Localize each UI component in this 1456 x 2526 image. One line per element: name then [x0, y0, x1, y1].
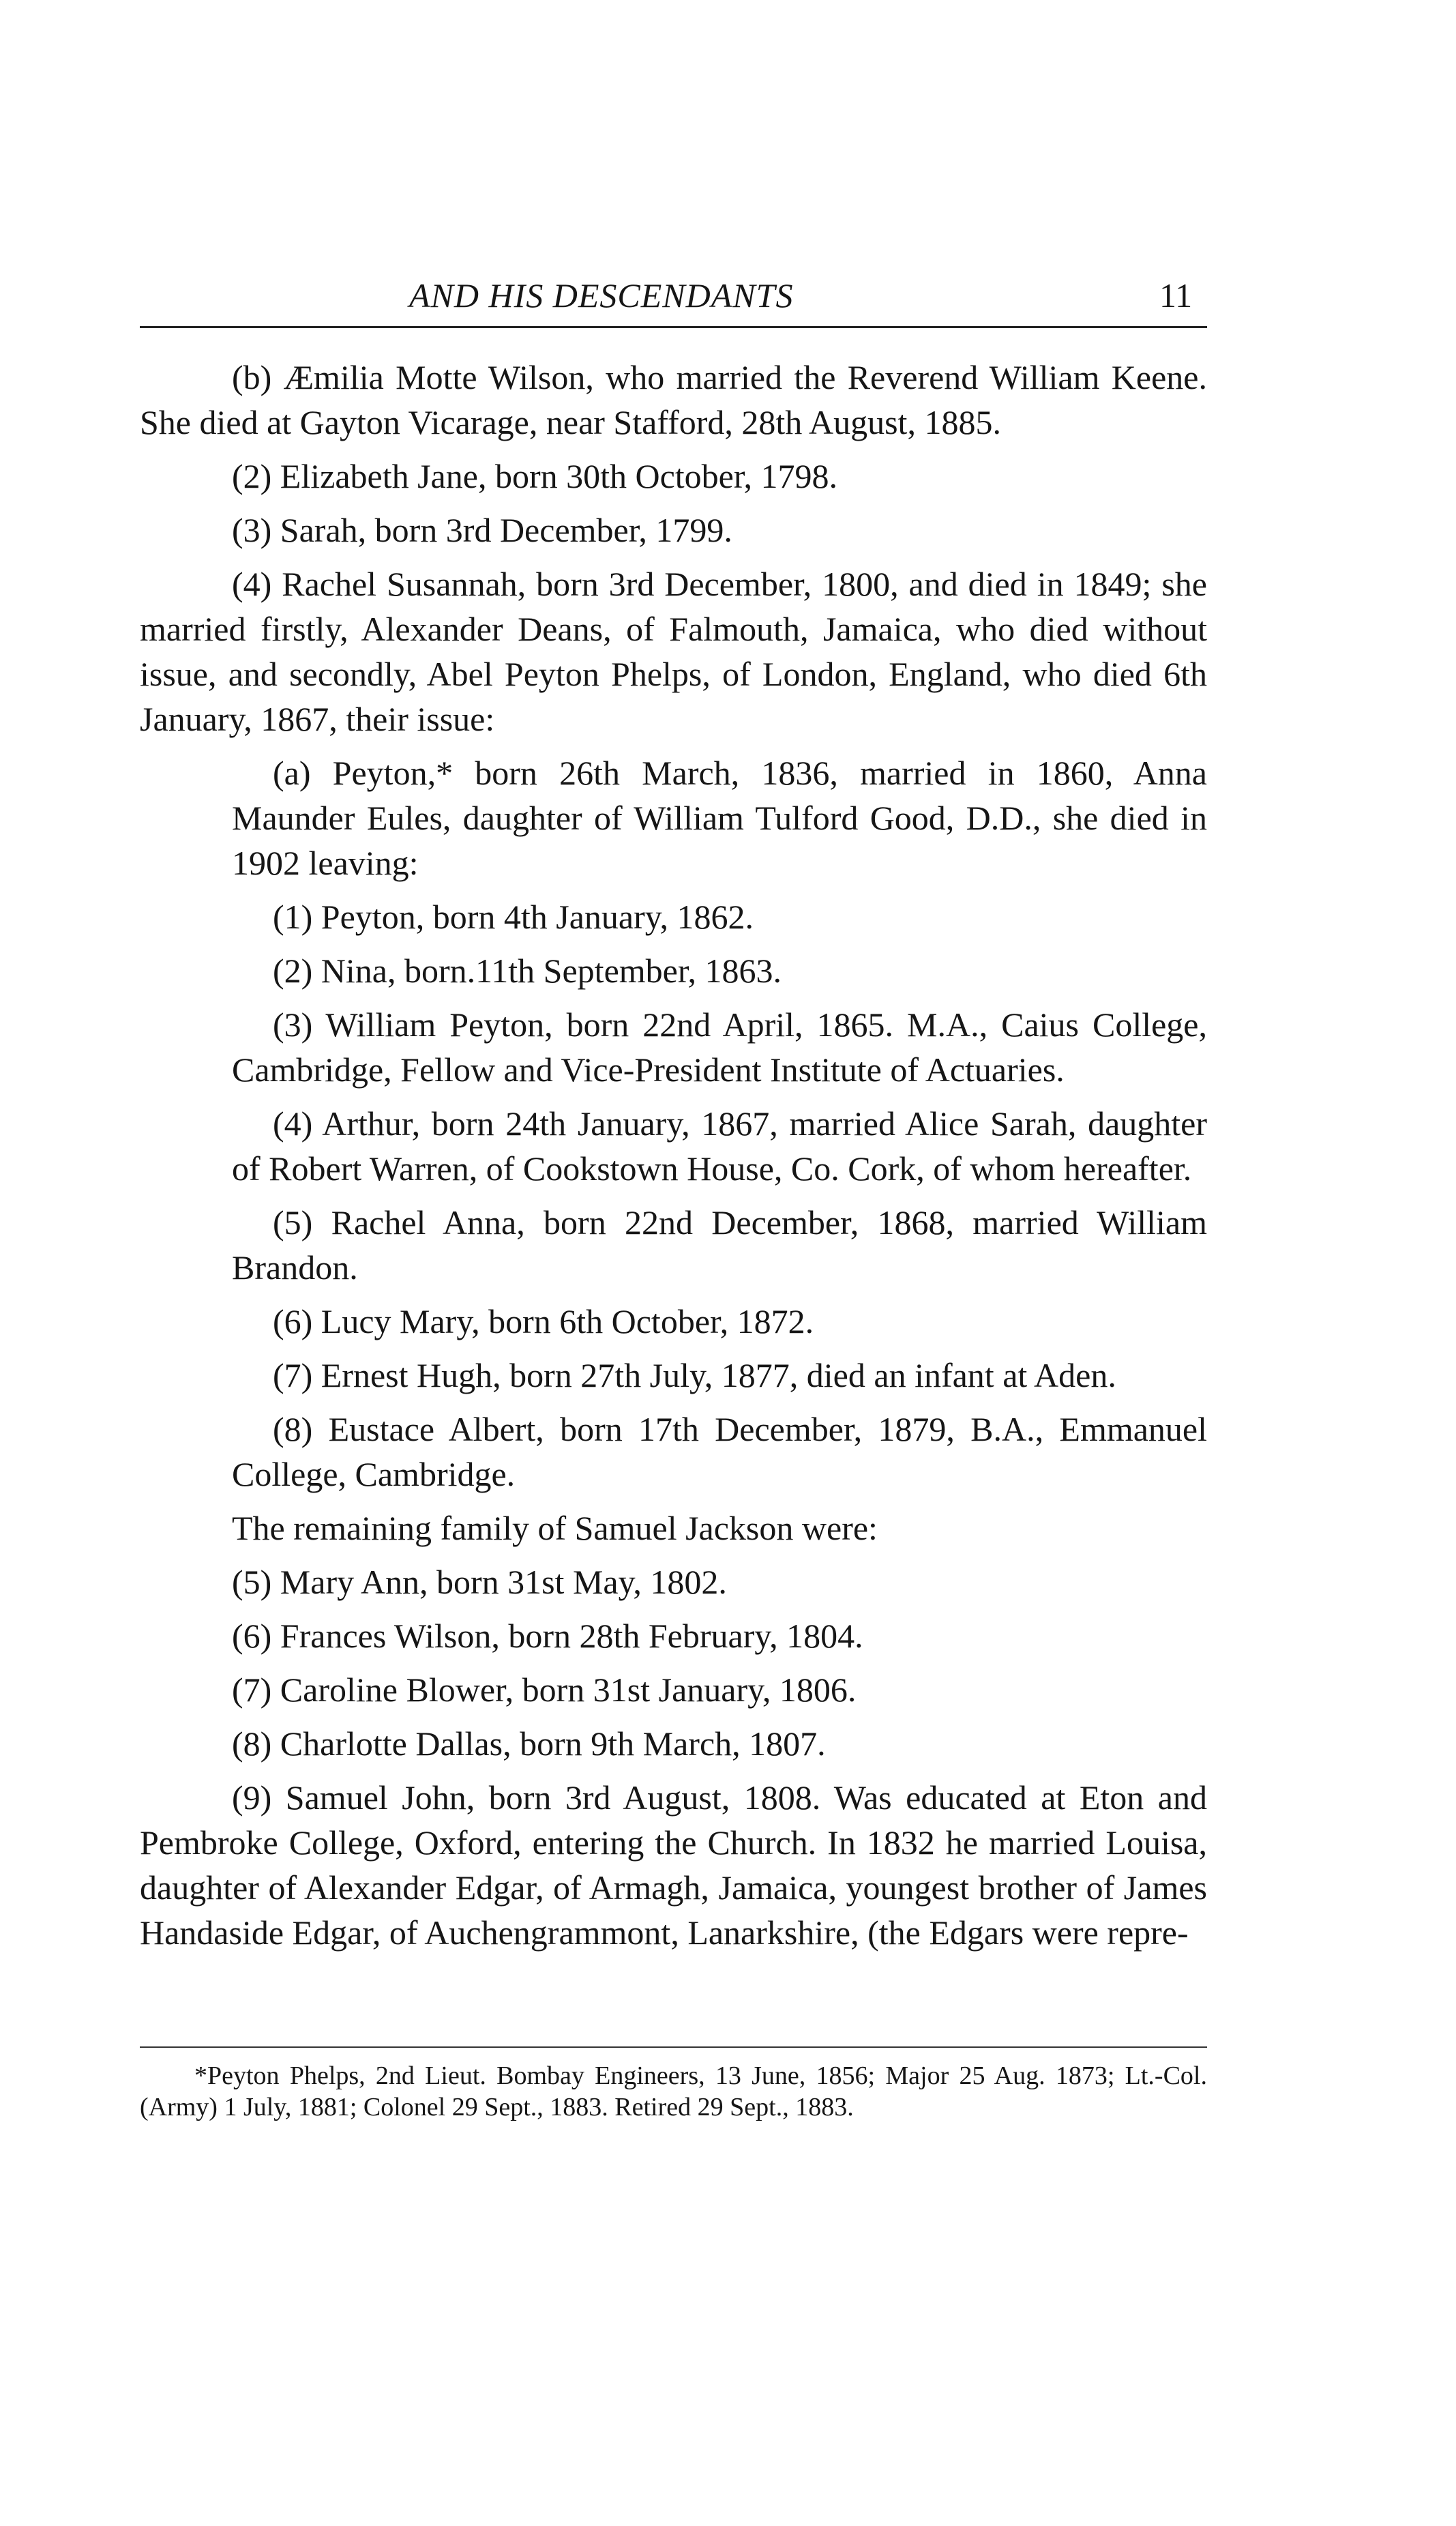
paragraph-peyton-jr: (1) Peyton, born 4th January, 1862. — [273, 898, 754, 936]
header-rule — [140, 326, 1207, 328]
paragraph-caroline-blower: (7) Caroline Blower, born 31st January, 1806. — [232, 1671, 857, 1709]
running-header-title: AND HIS DESCENDANTS — [409, 276, 794, 314]
paragraph-ernest-hugh: (7) Ernest Hugh, born 27th July, 1877, died an infant at Aden. — [273, 1356, 1116, 1394]
paragraph-charlotte-dallas: (8) Charlotte Dallas, born 9th March, 1807. — [232, 1724, 826, 1763]
paragraph-eustace-albert: (8) Eustace Albert, born 17th December, 1879, B.A., Emmanuel College, Cambridge. — [232, 1410, 1207, 1493]
paragraph-nina: (2) Nina, born.11th September, 1863. — [273, 952, 782, 990]
paragraph-frances-wilson: (6) Frances Wilson, born 28th February, 1804. — [232, 1617, 863, 1655]
footnote-rule — [140, 2046, 1207, 2048]
paragraph-mary-ann: (5) Mary Ann, born 31st May, 1802. — [232, 1563, 727, 1601]
footnote: *Peyton Phelps, 2nd Lieut. Bombay Engineers, 13 June, 1856; Major 25 Aug. 1873; Lt.-Col. (Army) 1 July, 1881; Colonel 29 Sept., 1883. Retired 29 Sept., 1883. — [140, 2061, 1207, 2121]
paragraph-peyton: (a) Peyton,* born 26th March, 1836, married in 1860, Anna Maunder Eules, daughter of William Tulford Good, D.D., she died in 1902 leaving: — [232, 754, 1207, 882]
paragraph-william-peyton: (3) William Peyton, born 22nd April, 1865. M.A., Caius College, Cambridge, Fellow and Vice-President Institute of Actuaries. — [232, 1005, 1207, 1089]
paragraph-rachel-anna: (5) Rachel Anna, born 22nd December, 1868, married William Brandon. — [232, 1203, 1207, 1287]
paragraph-sarah: (3) Sarah, born 3rd December, 1799. — [232, 511, 732, 549]
paragraph-lucy-mary: (6) Lucy Mary, born 6th October, 1872. — [273, 1302, 814, 1340]
paragraph-samuel-john: (9) Samuel John, born 3rd August, 1808. Was educated at Eton and Pembroke College, Oxford, entering the Church. In 1832 he married Louisa, daughter of Alexander Edgar, of Armagh, Jamaica, youngest brother of James Handaside Edgar, of Auchengrammont, Lanarkshire, (the Edgars were repre- — [140, 1778, 1207, 1952]
paragraph-elizabeth-jane: (2) Elizabeth Jane, born 30th October, 1798. — [232, 457, 838, 495]
body-text — [140, 355, 1207, 1964]
page-number: 11 — [1159, 276, 1193, 314]
paragraph-rachel-susannah: (4) Rachel Susannah, born 3rd December, 1800, and died in 1849; she married firstly, Alexander Deans, of Falmouth, Jamaica, who died without issue, and secondly, Abel Peyton Phelps, of London, England, who died 6th January, 1867, their issue: — [140, 565, 1207, 738]
paragraph-aemilia: (b) Æmilia Motte Wilson, who married the Reverend William Keene. She died at Gayton Vicarage, near Stafford, 28th August, 1885. — [140, 358, 1207, 441]
paragraph-arthur: (4) Arthur, born 24th January, 1867, married Alice Sarah, daughter of Robert Warren, of Cookstown House, Co. Cork, of whom hereafter. — [232, 1104, 1207, 1188]
paragraph-remaining-family: The remaining family of Samuel Jackson were: — [232, 1509, 878, 1547]
